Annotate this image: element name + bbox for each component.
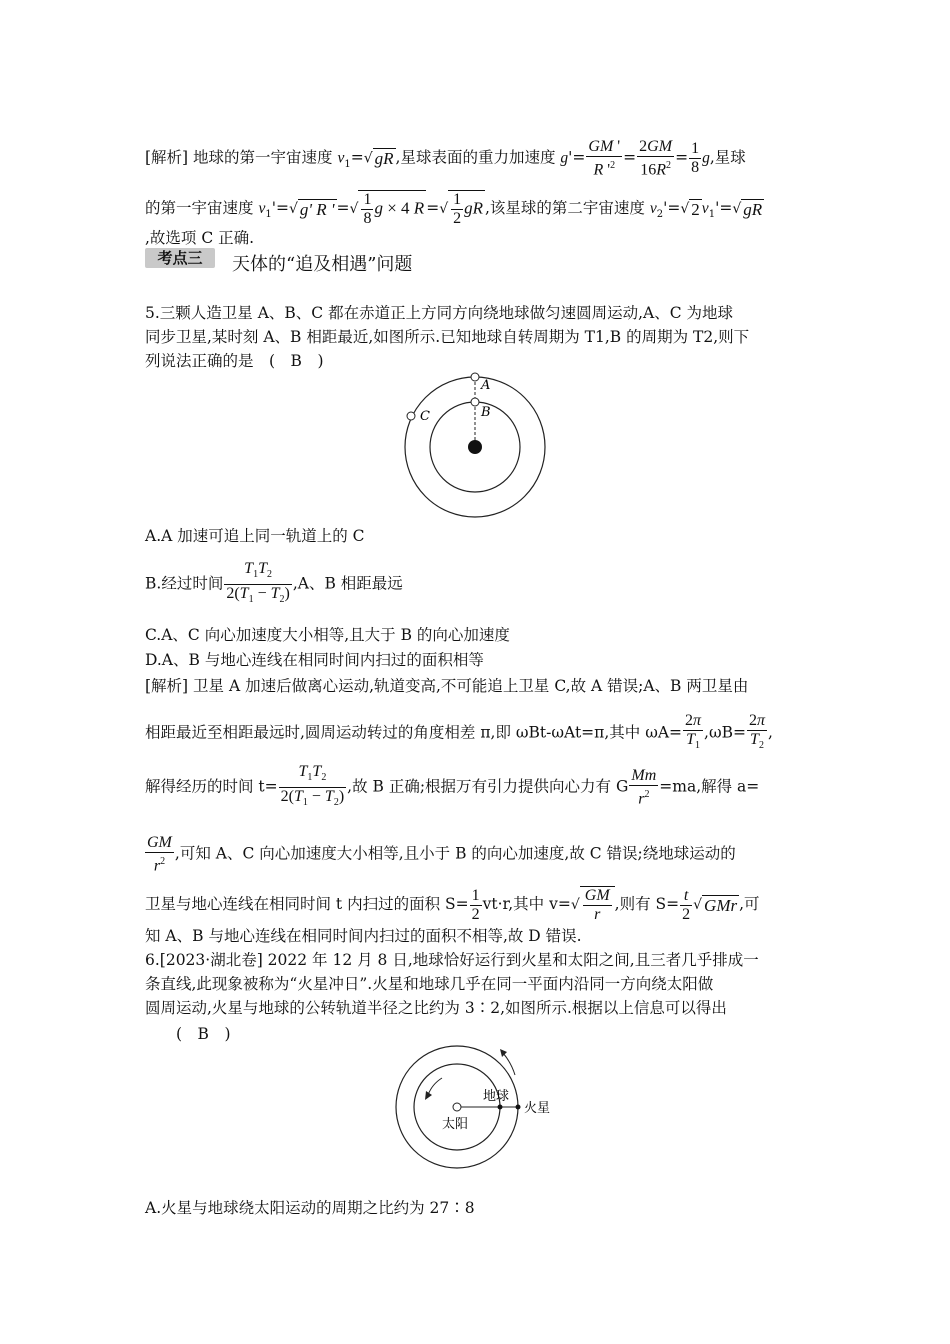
satellite-b [471,398,479,406]
text: [解析] 地球的第一宇宙速度 [145,148,338,167]
text: ,A、B 相距最远 [292,574,403,593]
text: vt·r,其中 v= [482,895,571,913]
q5-orbit-figure [398,368,558,518]
section-badge: 考点三 [145,248,215,268]
text: 的第一宇宙速度 [145,199,259,217]
q6-stem-2: 条直线,此现象被称为“火星冲日”.火星和地球几乎在同一平面内沿同一方向绕太阳做 [145,975,714,993]
satellite-c [407,412,415,420]
arrow-outer-head [500,1049,507,1057]
q5-option-d: D.A、B 与地心连线在相同时间内扫过的面积相等 [145,651,484,669]
arrow-outer [503,1053,515,1075]
text: ,可知 A、C 向心加速度大小相等,且小于 B 的向心加速度,故 C 错误;绕地球运动的 [174,844,736,863]
text: ,星球表面的重力加速度 [395,148,561,167]
q5-option-c: C.A、C 向心加速度大小相等,且大于 B 的向心加速度 [145,626,510,644]
q6-orbit-figure [390,1040,570,1175]
q5-analysis-2: 相距最近至相距最远时,圆周运动转过的角度相差 π,即 ωBt-ωAt=π,其中 ωA= $\frac{2\pi}{T_1}$ ,ωB= $\frac{2\pi}{T_2}$ , [145,712,773,752]
q5-stem-1: 5.三颗人造卫星 A、B、C 都在赤道正上方同方向绕地球做匀速圆周运动,A、C 为地球 [145,304,733,322]
text: 卫星与地心连线在相同时间 t 内扫过的面积 S= [145,895,469,913]
text: 相距最近至相距最远时,圆周运动转过的角度相差 π,即 ωBt-ωAt=π,其中 ωA= [145,723,683,742]
label-c: C [420,409,430,424]
q5-analysis-5: 卫星与地心连线在相同时间 t 内扫过的面积 S= $\frac{1}{2}$ vt·r,其中 v=√ $\frac{GM}{r}$ ,则有 S= $\frac{t}{2}$ √ GMr ,可 [145,886,760,923]
q6-stem-1: 6.[2023·湖北卷] 2022 年 12 月 8 日,地球恰好运行到火星和太阳之间,且三者几乎排成一 [145,951,759,969]
text: B.经过时间 [145,574,224,593]
mars-dot [516,1105,521,1110]
q6-stem-4: ( B ) [176,1025,231,1043]
text: =ma,解得 a= [659,777,760,796]
earth-dot [468,440,482,454]
text: 解得经历的时间 t= [145,777,278,796]
q5-stem-3: 列说法正确的是 ( B ) [145,352,324,370]
text: ,故 B 正确;根据万有引力提供向心力有 G [347,777,629,796]
q5-analysis-6: 知 A、B 与地心连线在相同时间内扫过的面积不相等,故 D 错误. [145,927,582,945]
q5-stem-2: 同步卫星,某时刻 A、B 相距最近,如图所示.已知地球自转周期为 T1,B 的周期为 T2,则下 [145,328,750,346]
label-sun: 太阳 [442,1117,469,1132]
q5-option-a: A.A 加速可追上同一轨道上的 C [145,527,365,545]
satellite-a [471,373,479,381]
q5-option-b: B.经过时间 $\frac{T_1T_2}{2(T_1 - T_2)}$ ,A、B 相距最远 [145,560,403,606]
sun-dot [453,1103,461,1111]
text: ,则有 S= [614,895,680,913]
q5-analysis-4: $\frac{GM}{r^2}$ ,可知 A、C 向心加速度大小相等,且小于 B 的向心加速度,故 C 错误;绕地球运动的 [147,834,736,875]
q5-analysis-1: [解析] 卫星 A 加速后做离心运动,轨道变高,不可能追上卫星 C,故 A 错误;A、B 两卫星由 [145,677,749,695]
section-title: 天体的“追及相遇”问题 [232,254,413,275]
analysis1-line3: ,故选项 C 正确. [145,229,255,247]
arrow-inner-head [425,1091,432,1100]
q6-stem-3: 圆周运动,火星与地球的公转轨道半径之比约为 3∶2,如图所示.根据以上信息可以得出 [145,999,727,1017]
text: ,该星球的第二宇宙速度 [485,199,650,217]
arrow-inner [428,1078,442,1095]
analysis1-line2: 的第一宇宙速度 $v_1'=√$ g' R ' =√ $\frac{1}{8}$ g × 4 R =√ $\frac{1}{2}$ gR ,该星球的第二宇宙速度 $v_2'=√$ 2 $v_1'=√$ gR [145,191,763,227]
label-b: B [481,405,491,420]
q6-option-a: A.火星与地球绕太阳运动的周期之比约为 27∶8 [145,1199,475,1217]
label-earth: 地球 [483,1089,510,1104]
q5-analysis-3: 解得经历的时间 t= $\frac{T_1T_2}{2(T_1 - T_2)}$ ,故 B 正确;根据万有引力提供向心力有 G $\frac{Mm}{r^2}$ =ma,解得 a= [145,763,760,809]
text: ,可 [739,895,760,913]
text: ,ωB= [704,723,746,742]
earth-dot [498,1105,503,1110]
label-mars: 火星 [524,1101,551,1116]
label-a: A [481,378,491,393]
text: ,星球 [709,148,746,167]
analysis1-line1: [解析] 地球的第一宇宙速度 $v_1=√$ gR ,星球表面的重力加速度 g'= $\frac{GM '}{R '^2}$ = $\frac{2GM}{16R^2}$ = $\frac{1}{8}$ g,星球 [145,138,746,179]
